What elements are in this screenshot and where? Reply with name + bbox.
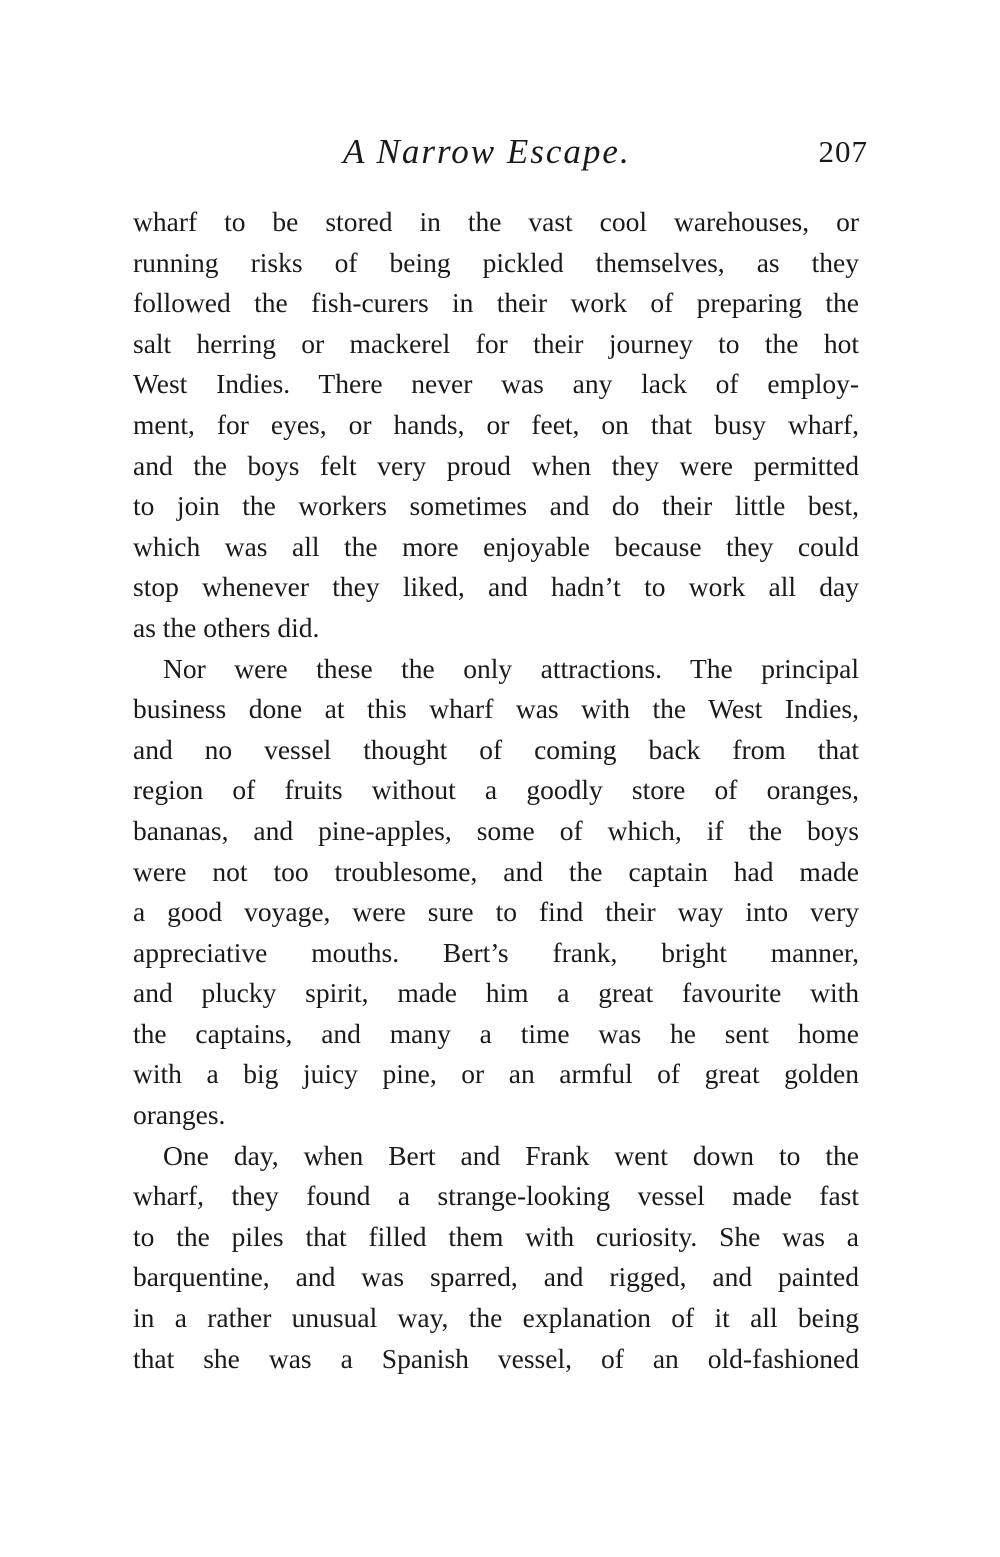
text-line: in a rather unusual way, the explanation of it all being (133, 1302, 859, 1334)
text-line: wharf to be stored in the vast cool warehouses, or (133, 206, 859, 237)
text-line: ment, for eyes, or hands, or feet, on that busy wharf, (133, 408, 859, 440)
text-line: Nor were these the only attractions. The principal (163, 652, 859, 684)
page-number: 207 (818, 134, 868, 169)
text-line: appreciative mouths. Bert’s frank, bright manner, (133, 936, 859, 968)
text-line: bananas, and pine-apples, some of which, if the boys (133, 814, 859, 846)
text-line: One day, when Bert and Frank went down to the (163, 1139, 859, 1171)
text-line: barquentine, and was sparred, and rigged, and painted (133, 1261, 859, 1293)
text-line: followed the fish-curers in their work of preparing the (133, 287, 859, 319)
text-line: to join the workers sometimes and do their little best, (133, 490, 859, 522)
text-line: as the others did. (133, 611, 320, 643)
text-line: that she was a Spanish vessel, of an old-fashioned (133, 1342, 859, 1374)
text-line: and plucky spirit, made him a great favourite with (133, 977, 859, 1009)
text-line: region of fruits without a goodly store of oranges, (133, 774, 859, 806)
text-line: with a big juicy pine, or an armful of great golden (133, 1058, 859, 1090)
running-head (133, 132, 868, 182)
text-line: wharf, they found a strange-looking vessel made fast (133, 1180, 859, 1212)
text-line: which was all the more enjoyable because they could (133, 530, 859, 562)
text-line: and the boys felt very proud when they were permitted (133, 449, 859, 481)
text-line: salt herring or mackerel for their journey to the hot (133, 327, 859, 359)
running-title: A Narrow Escape. (343, 132, 631, 171)
text-line: were not too troublesome, and the captain had made (133, 855, 859, 887)
text-line: a good voyage, were sure to find their way into very (133, 896, 859, 928)
paragraph-1 (133, 202, 859, 649)
text-line: stop whenever they liked, and hadn’t to work all day (133, 571, 859, 603)
text-line: oranges. (133, 1099, 226, 1131)
text-line: West Indies. There never was any lack of employ- (133, 368, 859, 400)
text-line: and no vessel thought of coming back from that (133, 733, 859, 765)
paragraph-3 (133, 1136, 859, 1380)
text-line: to the piles that filled them with curiosity. She was a (133, 1220, 859, 1252)
text-line: the captains, and many a time was he sent home (133, 1017, 859, 1049)
paragraph-2 (133, 649, 859, 1136)
body-text (133, 202, 859, 1379)
text-line: running risks of being pickled themselves, as they (133, 246, 859, 278)
text-line: business done at this wharf was with the West Indies, (133, 693, 859, 725)
